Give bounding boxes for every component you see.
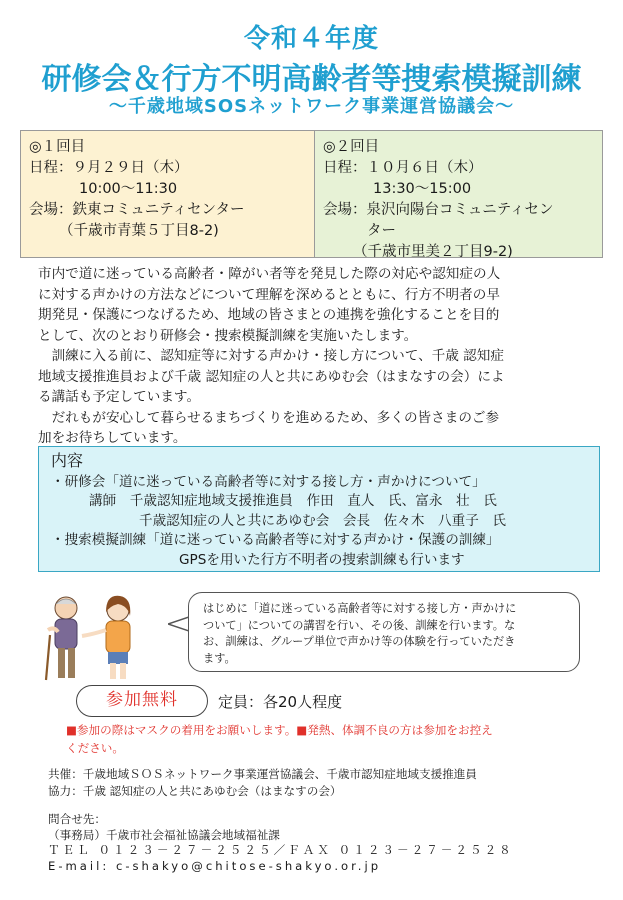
content-lecturer-2: 千歳認知症の人と共にあゆむ会 会長 佐々木 八重子 氏 xyxy=(139,512,507,529)
content-gps-note: GPSを用いた行方不明者の捜索訓練も行います xyxy=(179,551,465,568)
notice-line: ■参加の際はマスクの着用をお願いします。■発熱、体調不良の方は参加をお控え xyxy=(66,723,493,737)
content-item-seminar: ・研修会「道に迷っている高齢者等に対する接し方・声かけについて」 xyxy=(51,473,486,490)
bubble-line: はじめに「道に迷っている高齢者等に対する接し方・声かけに xyxy=(203,602,517,615)
session-2-time: 13:30～15:00 xyxy=(373,181,472,197)
intro-line: 加をお待ちしています。 xyxy=(38,430,187,446)
intro-line: 地域支援推進員および千歳 認知症の人と共にあゆむ会（はまなすの会）によ xyxy=(38,368,505,385)
elderly-man-icon xyxy=(46,597,77,680)
info-speech-bubble xyxy=(188,592,580,672)
session-1-address: （千歳市青葉５丁目8-2) xyxy=(59,223,219,239)
intro-line: だれもが安心して暮らせるまちづくりを進めるため、多くの皆さまのご参 xyxy=(38,409,500,426)
session-2-venue: 会場：泉沢向陽台コミュニティセン xyxy=(323,202,554,218)
intro-line: 期発見・保護につなげるため、地域の皆さまとの連携を強化することを目的 xyxy=(38,307,500,323)
capacity-text: 定員：各20人程度 xyxy=(218,693,343,711)
intro-line: 市内で道に迷っている高齢者・障がい者等を発見した際の対応や認知症の人 xyxy=(38,266,501,282)
session-2-venue-cont: ター xyxy=(367,223,396,239)
session-1-label: ◎１回目 xyxy=(29,139,86,155)
intro-line: に対する声かけの方法などについて理解を深めるとともに、行方不明者の早 xyxy=(38,286,500,303)
contact-email: E-mail: c-shakyo@chitose-shakyo.or.jp xyxy=(48,858,382,873)
notice-line: ください。 xyxy=(66,741,124,755)
session-2-label: ◎２回目 xyxy=(323,139,380,155)
session-2-address: （千歳市里美２丁目9-2) xyxy=(353,244,513,260)
organizers xyxy=(48,766,608,800)
title-main: 研修会＆行方不明高齢者等捜索模擬訓練 xyxy=(41,62,582,97)
health-notice xyxy=(66,721,586,757)
helper-woman-icon xyxy=(82,596,130,679)
intro-line: る講話も予定しています。 xyxy=(38,389,201,405)
cooperation-line: 協力：千歳 認知症の人と共にあゆむ会（はまなすの会） xyxy=(48,784,342,798)
content-item-drill: ・捜索模擬訓練「道に迷っている高齢者等に対する声かけ・保護の訓練」 xyxy=(51,532,500,548)
intro-line: 訓練に入る前に、認知症等に対する声かけ・接し方について、千歳 認知症 xyxy=(38,348,504,364)
session-1-time: 10:00～11:30 xyxy=(79,181,178,197)
session-1-box xyxy=(20,130,316,258)
intro-line: として、次のとおり研修会・捜索模擬訓練を実施いたします。 xyxy=(38,327,418,344)
free-admission-badge: 参加無料 xyxy=(76,685,208,717)
co-organizer-line: 共催：千歳地域ＳＯＳネットワーク事業運営協議会、千歳市認知症地域支援推進員 xyxy=(48,767,477,781)
contact-info xyxy=(48,812,608,874)
contact-heading: 問合せ先： xyxy=(48,812,106,826)
bubble-line: ついて」についての講習を行い、その後、訓練を行います。な xyxy=(203,618,516,632)
bubble-line: お、訓練は、グループ単位で声かけ等の体験を行っていただき xyxy=(203,635,516,648)
content-box xyxy=(38,446,600,572)
content-lecturer-1: 講師 千歳認知症地域支援推進員 作田 直人 氏、富永 壮 氏 xyxy=(89,493,497,509)
intro-text xyxy=(38,264,588,449)
content-heading: 内容 xyxy=(51,451,84,470)
session-1-date: 日程：９月２９日（木） xyxy=(29,160,189,176)
elderly-and-helper-illustration xyxy=(38,590,163,685)
title-subtitle: ～千歳地域SOSネットワーク事業運営協議会～ xyxy=(108,96,515,117)
bubble-line: ます。 xyxy=(203,651,236,665)
contact-office: （事務局）千歳市社会福祉協議会地域福祉課 xyxy=(48,827,280,842)
session-1-venue: 会場：鉄東コミュニティセンター xyxy=(29,202,245,218)
contact-tel-fax: ＴＥＬ ０１２３－２７－２５２５／ＦＡＸ ０１２３－２７－２５２８ xyxy=(48,843,514,858)
session-2-box xyxy=(314,130,603,258)
title-year: 令和４年度 xyxy=(243,24,379,54)
session-2-date: 日程：１０月６日（木） xyxy=(323,160,483,176)
